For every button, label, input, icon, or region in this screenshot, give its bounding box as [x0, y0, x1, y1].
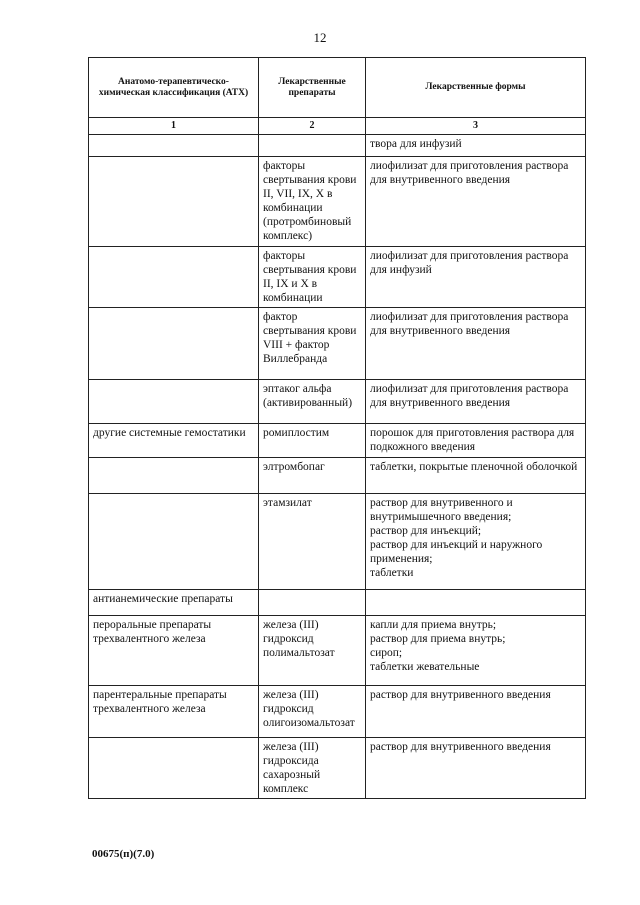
dosage-forms-cell: лиофилизат для приготовления раствора для внутривенного введения: [366, 308, 586, 380]
table-row: [89, 380, 586, 424]
dosage-forms-cell: капли для приема внутрь; раствор для приема внутрь; сироп; таблетки жевательные: [366, 616, 586, 686]
atx-cell: [89, 247, 259, 308]
column-number: 3: [366, 118, 586, 135]
drug-cell: факторы свертывания крови II, VII, IX, X в комбинации (протромбиновый комплекс): [259, 157, 366, 247]
drug-cell: этамзилат: [259, 494, 366, 590]
dosage-forms-cell: [366, 590, 586, 616]
table-row: [89, 157, 586, 247]
atx-cell: парентеральные препараты трехвалентного железа: [89, 686, 259, 738]
drug-cell: ромиплостим: [259, 424, 366, 458]
atx-cell: антианемические препараты: [89, 590, 259, 616]
dosage-forms-cell: таблетки, покрытые пленочной оболочкой: [366, 458, 586, 494]
dosage-forms-cell: раствор для внутривенного введения: [366, 686, 586, 738]
atx-cell: [89, 157, 259, 247]
atx-cell: [89, 738, 259, 799]
drug-cell: факторы свертывания крови II, IX и X в комбинации: [259, 247, 366, 308]
table-row: [89, 424, 586, 458]
table-row: [89, 308, 586, 380]
atx-cell: пероральные препараты трехвалентного железа: [89, 616, 259, 686]
table-body: [89, 135, 586, 799]
table-row: [89, 494, 586, 590]
dosage-forms-cell: лиофилизат для приготовления раствора для внутривенного введения: [366, 380, 586, 424]
column-number: 1: [89, 118, 259, 135]
header-atx: Анатомо-терапевтическо-химическая классификация (АТХ): [89, 58, 259, 118]
dosage-forms-cell: твора для инфузий: [366, 135, 586, 157]
drug-cell: элтромбопаг: [259, 458, 366, 494]
header-forms: Лекарственные формы: [366, 58, 586, 118]
header-drugs: Лекарственные препараты: [259, 58, 366, 118]
document-code: 00675(п)(7.0): [92, 848, 155, 860]
table-row: [89, 247, 586, 308]
column-number: 2: [259, 118, 366, 135]
column-number-row: [89, 118, 586, 135]
atx-cell: [89, 458, 259, 494]
dosage-forms-cell: порошок для приготовления раствора для подкожного введения: [366, 424, 586, 458]
drug-cell: эптаког альфа (активированный): [259, 380, 366, 424]
drug-cell: фактор свертывания крови VIII + фактор Виллебранда: [259, 308, 366, 380]
table-header-row: [89, 58, 586, 118]
drug-cell: железа (III) гидроксида сахарозный комплекс: [259, 738, 366, 799]
atx-cell: [89, 380, 259, 424]
atx-cell: [89, 308, 259, 380]
drug-cell: [259, 135, 366, 157]
atx-cell: [89, 494, 259, 590]
atx-cell: [89, 135, 259, 157]
atx-cell: другие системные гемостатики: [89, 424, 259, 458]
drug-cell: [259, 590, 366, 616]
table-row: [89, 135, 586, 157]
table-row: [89, 458, 586, 494]
drug-classification-table: [88, 57, 586, 799]
table-row: [89, 616, 586, 686]
drug-cell: железа (III) гидроксид полимальтозат: [259, 616, 366, 686]
page-number: 12: [313, 30, 327, 45]
dosage-forms-cell: лиофилизат для приготовления раствора для внутривенного введения: [366, 157, 586, 247]
dosage-forms-cell: раствор для внутривенного введения: [366, 738, 586, 799]
table-row: [89, 738, 586, 799]
drug-cell: железа (III) гидроксид олигоизомальтозат: [259, 686, 366, 738]
table-row: [89, 590, 586, 616]
dosage-forms-cell: раствор для внутривенного и внутримышечного введения; раствор для инъекций; раствор для инъекций и наружного применения; таблетки: [366, 494, 586, 590]
table-row: [89, 686, 586, 738]
dosage-forms-cell: лиофилизат для приготовления раствора для инфузий: [366, 247, 586, 308]
